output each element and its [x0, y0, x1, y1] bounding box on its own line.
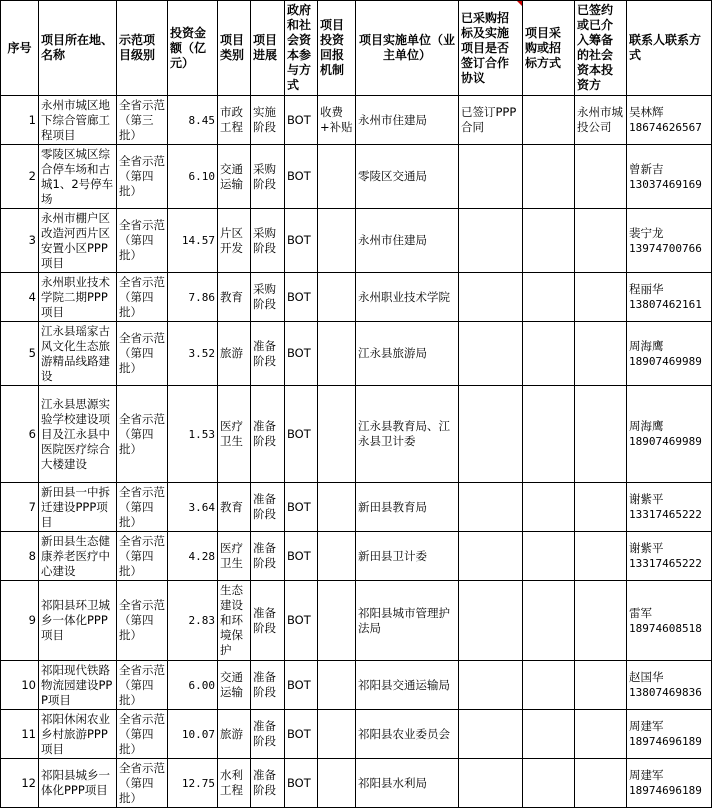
cell-name: 江永县思源实验学校建设项目及江永县中医院医疗综合大楼建设: [39, 386, 117, 483]
table-row: [1, 661, 712, 710]
contact-name: 周建军: [629, 719, 664, 733]
cell-type: 教育: [218, 273, 251, 322]
contact-phone: 13974700766: [629, 241, 702, 255]
table-row: [1, 209, 712, 273]
cell-unit: 祁阳县交通运输局: [356, 661, 459, 710]
cell-investor: [575, 661, 627, 710]
cell-signed: [459, 386, 523, 483]
cell-procure: [523, 661, 575, 710]
cell-mode: BOT: [285, 386, 318, 483]
contact-phone: 18674626567: [629, 121, 702, 134]
contact-name: 吴林辉: [629, 105, 664, 119]
cell-name: 永州市棚户区改造河西片区安置小区PPP项目: [39, 209, 117, 273]
cell-mode: BOT: [285, 710, 318, 759]
cell-mode: BOT: [285, 483, 318, 532]
cell-signed: [459, 483, 523, 532]
cell-signed: 已签订PPP合同: [459, 96, 523, 145]
cell-mode: BOT: [285, 273, 318, 322]
cell-return: [318, 386, 356, 483]
cell-mode: BOT: [285, 96, 318, 145]
cell-investor: [575, 386, 627, 483]
cell-name: 江永县瑶家古风文化生态旅游精品线路建设: [39, 322, 117, 386]
cell-name: 永州市城区地下综合管廊工程项目: [39, 96, 117, 145]
cell-return: [318, 273, 356, 322]
cell-level: 全省示范（第四批）: [117, 710, 168, 759]
cell-type: 片区开发: [218, 209, 251, 273]
contact-name: 谢紫平: [629, 492, 664, 506]
cell-type: 教育: [218, 483, 251, 532]
cell-type: 医疗卫生: [218, 532, 251, 581]
header-cell: 联系人联系方式: [627, 1, 712, 96]
cell-progress: 准备阶段: [251, 759, 285, 808]
cell-unit: 江永县旅游局: [356, 322, 459, 386]
cell-unit: 新田县卫计委: [356, 532, 459, 581]
cell-contact: [627, 386, 712, 483]
cell-no: 5: [1, 322, 39, 386]
cell-level: 全省示范（第四批）: [117, 532, 168, 581]
cell-return: [318, 710, 356, 759]
cell-signed: [459, 273, 523, 322]
cell-contact: [627, 532, 712, 581]
cell-unit: 永州市住建局: [356, 96, 459, 145]
contact-name: 周建军: [629, 768, 664, 782]
cell-investor: [575, 710, 627, 759]
cell-contact: [627, 322, 712, 386]
cell-investor: [575, 273, 627, 322]
contact-phone: 18974696189: [629, 735, 702, 748]
cell-investor: [575, 759, 627, 808]
contact-phone: 18907469989: [629, 354, 702, 368]
cell-type: 旅游: [218, 710, 251, 759]
table-row: [1, 710, 712, 759]
cell-signed: [459, 759, 523, 808]
contact-phone: 13317465222: [629, 557, 702, 570]
header-cell: 投资金额（亿元）: [168, 1, 218, 96]
cell-return: [318, 322, 356, 386]
cell-signed: [459, 581, 523, 661]
cell-contact: [627, 96, 712, 145]
cell-type: 旅游: [218, 322, 251, 386]
cell-progress: 准备阶段: [251, 581, 285, 661]
contact-phone: 13037469169: [629, 177, 702, 191]
header-cell: 项目采购或招标方式: [523, 1, 575, 96]
cell-contact: [627, 581, 712, 661]
contact-name: 裴宁龙: [629, 225, 664, 240]
cell-amount: 1.53: [168, 386, 218, 483]
cell-contact: [627, 759, 712, 808]
cell-investor: [575, 483, 627, 532]
cell-no: 1: [1, 96, 39, 145]
cell-amount: 12.75: [168, 759, 218, 808]
cell-level: 全省示范（第四批）: [117, 386, 168, 483]
cell-mode: BOT: [285, 581, 318, 661]
cell-procure: [523, 759, 575, 808]
cell-progress: 采购阶段: [251, 209, 285, 273]
header-cell: 已采购招标及实施项目是否签订合作协议: [459, 1, 523, 96]
table-row: [1, 483, 712, 532]
cell-progress: 准备阶段: [251, 483, 285, 532]
table-row: [1, 273, 712, 322]
cell-no: 11: [1, 710, 39, 759]
cell-procure: [523, 209, 575, 273]
cell-name: 新田县生态健康养老医疗中心建设: [39, 532, 117, 581]
cell-no: 2: [1, 145, 39, 209]
cell-no: 10: [1, 661, 39, 710]
cell-procure: [523, 145, 575, 209]
cell-return: [318, 581, 356, 661]
cell-investor: 永州市城投公司: [575, 96, 627, 145]
cell-progress: 准备阶段: [251, 322, 285, 386]
header-cell: 项目进展: [251, 1, 285, 96]
cell-no: 9: [1, 581, 39, 661]
cell-amount: 4.28: [168, 532, 218, 581]
cell-type: 交通运输: [218, 661, 251, 710]
cell-unit: 江永县教育局、江永县卫计委: [356, 386, 459, 483]
cell-investor: [575, 322, 627, 386]
cell-contact: [627, 209, 712, 273]
cell-signed: [459, 322, 523, 386]
cell-mode: BOT: [285, 322, 318, 386]
contact-name: 曾新吉: [629, 161, 664, 176]
contact-phone: 13317465222: [629, 508, 702, 521]
cell-unit: 永州职业技术学院: [356, 273, 459, 322]
header-cell: 政府和社会资本参与方式: [285, 1, 318, 96]
cell-level: 全省示范（第四批）: [117, 759, 168, 808]
cell-mode: BOT: [285, 145, 318, 209]
contact-name: 周海鹰: [629, 338, 664, 353]
header-cell: 示范项目级别: [117, 1, 168, 96]
contact-name: 周海鹰: [629, 419, 664, 433]
cell-contact: [627, 483, 712, 532]
cell-level: 全省示范（第四批）: [117, 322, 168, 386]
cell-no: 4: [1, 273, 39, 322]
cell-procure: [523, 386, 575, 483]
contact-phone: 13807469836: [629, 686, 702, 699]
cell-amount: 7.86: [168, 273, 218, 322]
cell-mode: BOT: [285, 209, 318, 273]
cell-name: 永州职业技术学院二期PPP项目: [39, 273, 117, 322]
contact-name: 赵国华: [629, 670, 664, 684]
cell-unit: 零陵区交通局: [356, 145, 459, 209]
table-row: [1, 96, 712, 145]
header-cell: 序号: [1, 1, 39, 96]
cell-name: 祁阳县环卫城乡一体化PPP项目: [39, 581, 117, 661]
cell-procure: [523, 273, 575, 322]
cell-procure: [523, 581, 575, 661]
cell-investor: [575, 581, 627, 661]
cell-level: 全省示范（第四批）: [117, 209, 168, 273]
cell-name: 新田县一中拆迁建设PPP项目: [39, 483, 117, 532]
cell-name: 祁阳现代铁路物流园建设PPP项目: [39, 661, 117, 710]
cell-amount: 2.83: [168, 581, 218, 661]
cell-name: 祁阳县城乡一体化PPP项目: [39, 759, 117, 808]
cell-return: 收费+补贴: [318, 96, 356, 145]
cell-procure: [523, 710, 575, 759]
cell-no: 3: [1, 209, 39, 273]
cell-unit: 新田县教育局: [356, 483, 459, 532]
contact-phone: 18974608518: [629, 621, 702, 635]
table-row: [1, 581, 712, 661]
cell-unit: 祁阳县城市管理护法局: [356, 581, 459, 661]
cell-progress: 准备阶段: [251, 710, 285, 759]
cell-contact: [627, 145, 712, 209]
cell-type: 医疗卫生: [218, 386, 251, 483]
cell-mode: BOT: [285, 759, 318, 808]
cell-return: [318, 759, 356, 808]
cell-amount: 3.52: [168, 322, 218, 386]
contact-name: 雷军: [629, 605, 652, 620]
contact-phone: 18907469989: [629, 435, 702, 448]
cell-signed: [459, 661, 523, 710]
cell-signed: [459, 145, 523, 209]
contact-name: 谢紫平: [629, 541, 664, 555]
cell-progress: 准备阶段: [251, 386, 285, 483]
cell-progress: 准备阶段: [251, 661, 285, 710]
cell-return: [318, 532, 356, 581]
cell-no: 6: [1, 386, 39, 483]
cell-type: 生态建设和环境保护: [218, 581, 251, 661]
table-row: [1, 145, 712, 209]
cell-name: 零陵区城区综合停车场和古城1、2号停车场: [39, 145, 117, 209]
contact-phone: 18974696189: [629, 784, 702, 797]
cell-signed: [459, 532, 523, 581]
cell-investor: [575, 145, 627, 209]
cell-progress: 采购阶段: [251, 273, 285, 322]
cell-contact: [627, 661, 712, 710]
cell-procure: [523, 96, 575, 145]
cell-progress: 实施阶段: [251, 96, 285, 145]
cell-amount: 3.64: [168, 483, 218, 532]
cell-signed: [459, 209, 523, 273]
cell-amount: 14.57: [168, 209, 218, 273]
cell-procure: [523, 483, 575, 532]
cell-investor: [575, 209, 627, 273]
header-cell: 已签约或已介入筹备的社会资本投资方: [575, 1, 627, 96]
header-cell: 项目实施单位（业主单位）: [356, 1, 459, 96]
cell-unit: 祁阳县水利局: [356, 759, 459, 808]
cell-return: [318, 483, 356, 532]
cell-no: 12: [1, 759, 39, 808]
cell-contact: [627, 273, 712, 322]
cell-name: 祁阳休闲农业乡村旅游PPP项目: [39, 710, 117, 759]
cell-type: 市政工程: [218, 96, 251, 145]
cell-level: 全省示范（第四批）: [117, 145, 168, 209]
contact-name: 程丽华: [629, 282, 664, 296]
cell-mode: BOT: [285, 532, 318, 581]
contact-phone: 13807462161: [629, 298, 702, 311]
cell-no: 7: [1, 483, 39, 532]
cell-no: 8: [1, 532, 39, 581]
cell-amount: 6.00: [168, 661, 218, 710]
cell-unit: 祁阳县农业委员会: [356, 710, 459, 759]
table-row: [1, 322, 712, 386]
header-cell: 项目所在地、名称: [39, 1, 117, 96]
cell-amount: 10.07: [168, 710, 218, 759]
table-row: [1, 759, 712, 808]
table-row: [1, 386, 712, 483]
cell-contact: [627, 710, 712, 759]
cell-type: 水利工程: [218, 759, 251, 808]
cell-progress: 准备阶段: [251, 532, 285, 581]
cell-return: [318, 209, 356, 273]
cell-type: 交通运输: [218, 145, 251, 209]
cell-level: 全省示范（第三批）: [117, 96, 168, 145]
cell-level: 全省示范（第四批）: [117, 483, 168, 532]
cell-procure: [523, 322, 575, 386]
cell-amount: 8.45: [168, 96, 218, 145]
cell-signed: [459, 710, 523, 759]
cell-return: [318, 661, 356, 710]
header-row: [1, 1, 712, 96]
header-cell: 项目投资回报机制: [318, 1, 356, 96]
table-row: [1, 532, 712, 581]
cell-mode: BOT: [285, 661, 318, 710]
cell-progress: 采购阶段: [251, 145, 285, 209]
cell-level: 全省示范（第四批）: [117, 273, 168, 322]
cell-procure: [523, 532, 575, 581]
cell-level: 全省示范（第四批）: [117, 581, 168, 661]
cell-amount: 6.10: [168, 145, 218, 209]
header-cell: 项目类别: [218, 1, 251, 96]
cell-level: 全省示范（第四批）: [117, 661, 168, 710]
cell-unit: 永州市住建局: [356, 209, 459, 273]
cell-return: [318, 145, 356, 209]
cell-investor: [575, 532, 627, 581]
